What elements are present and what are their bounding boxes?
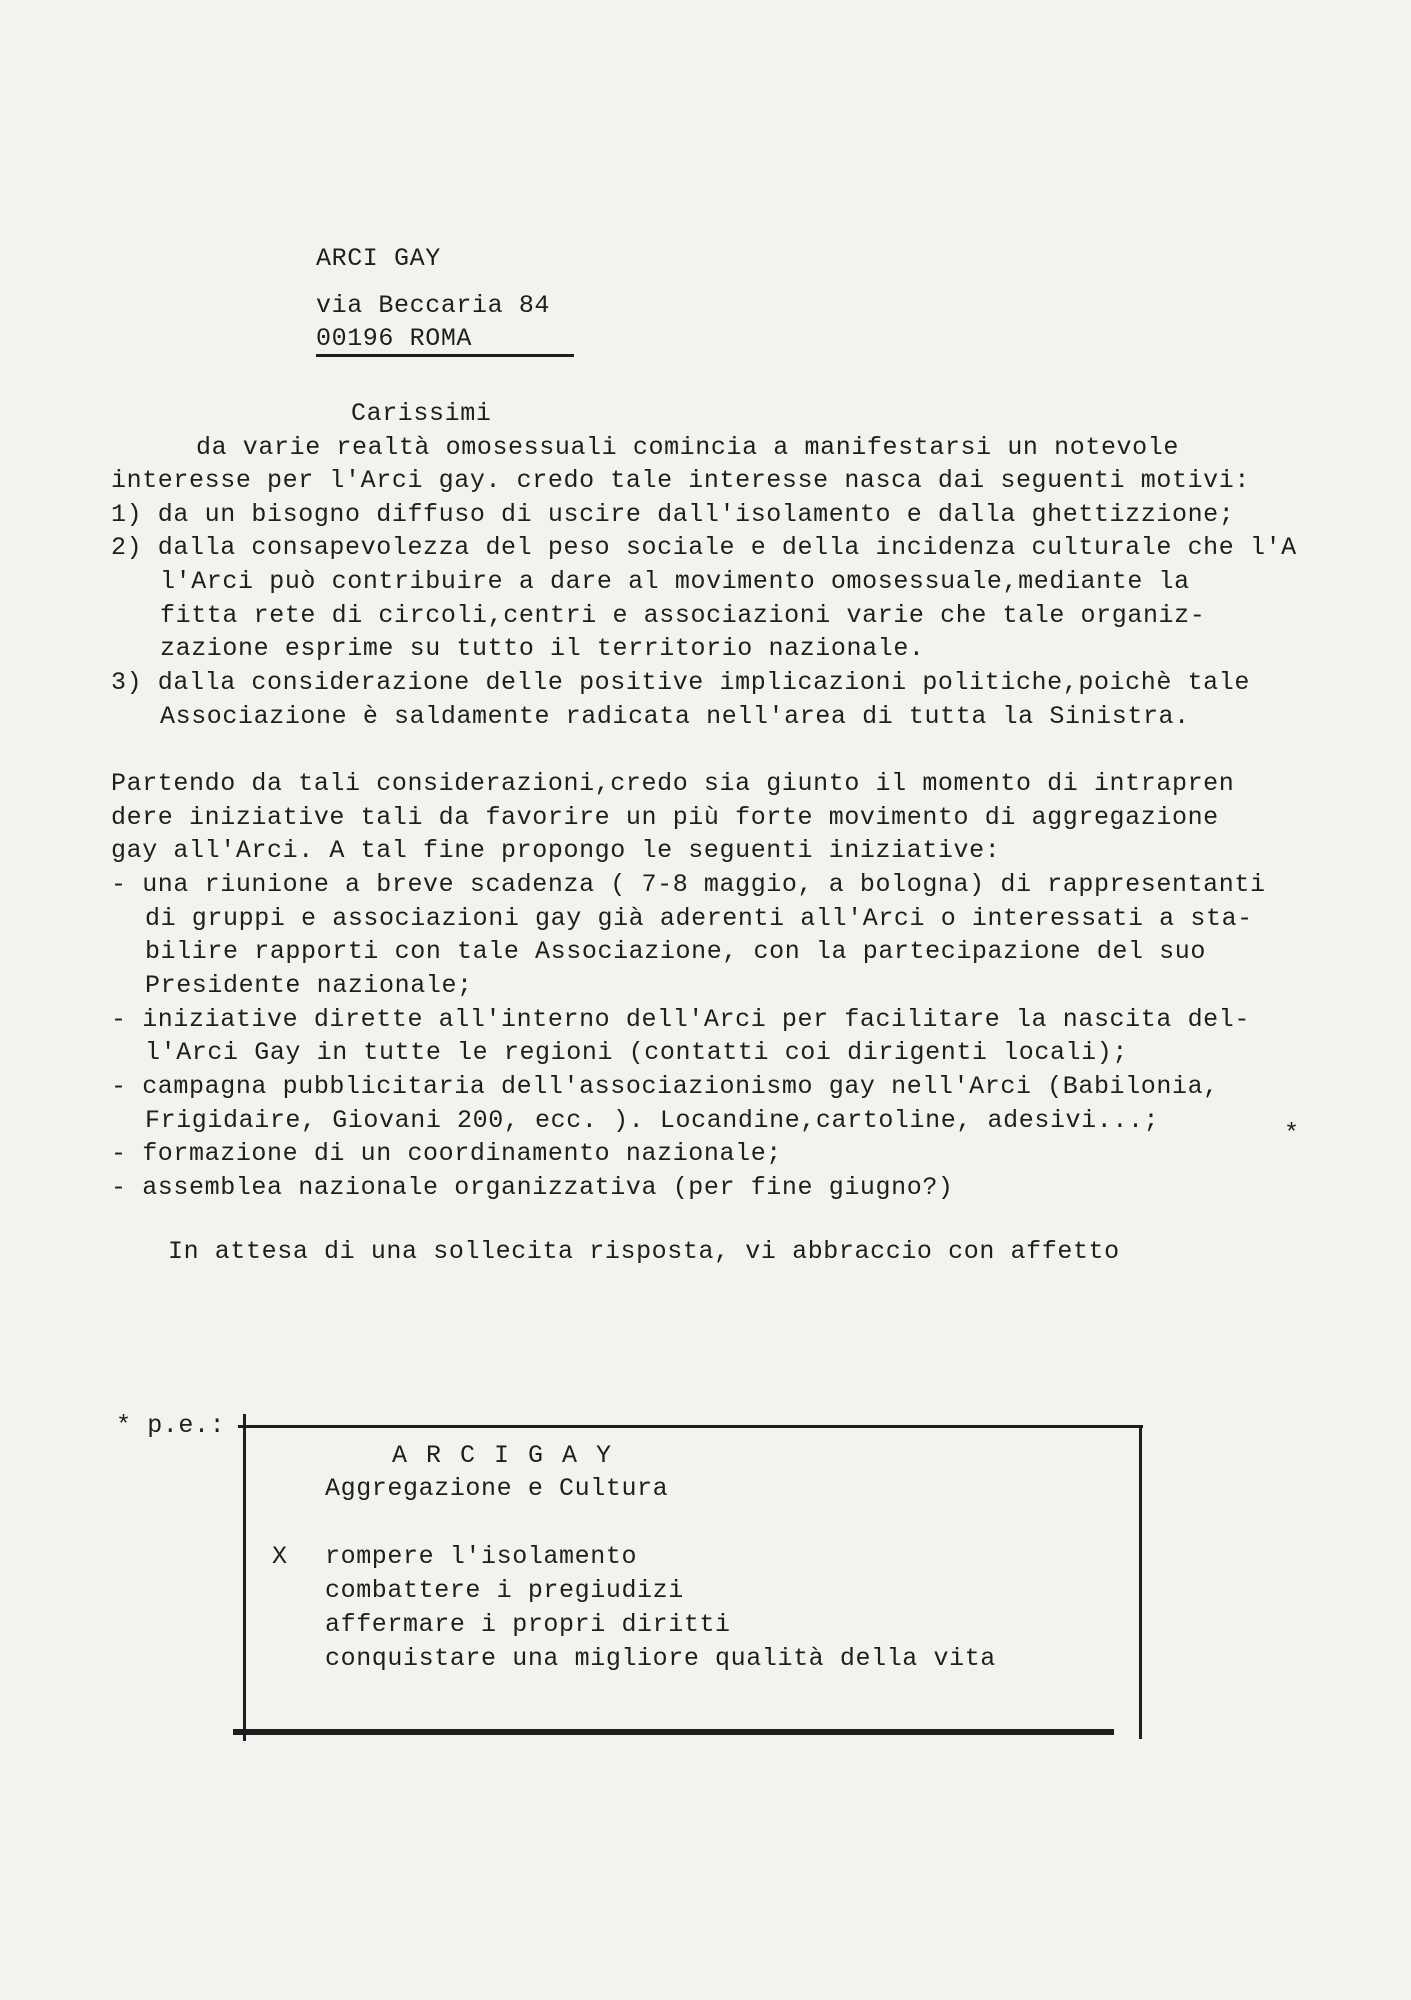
box-item: rompere l'isolamento	[325, 1542, 638, 1571]
header-city: 00196 ROMA	[316, 324, 473, 353]
body-line: 1) da un bisogno diffuso di uscire dall'isolamento e dalla ghettizzione;	[111, 500, 1235, 529]
body-line: - una riunione a breve scadenza ( 7-8 maggio, a bologna) di rappresentanti	[111, 870, 1266, 899]
body-line: 3) dalla considerazione delle positive implicazioni politiche,poichè tale	[111, 668, 1250, 697]
address-underline	[316, 354, 574, 357]
box-border-bottom	[233, 1729, 1114, 1735]
body-line: gay all'Arci. A tal fine propongo le seguenti iniziative:	[111, 836, 1001, 865]
body-line: fitta rete di circoli,centri e associazioni varie che tale organiz-	[160, 601, 1206, 630]
box-border-top	[238, 1425, 1143, 1428]
body-line: - iniziative dirette all'interno dell'Arci per facilitare la nascita del-	[111, 1005, 1250, 1034]
footnote-marker: * p.e.:	[116, 1411, 226, 1440]
body-line: bilire rapporti con tale Associazione, con la partecipazione del suo	[145, 937, 1206, 966]
box-title: A R C I G A Y	[392, 1441, 614, 1470]
body-line: l'Arci può contribuire a dare al movimento omosessuale,mediante la	[160, 567, 1190, 596]
body-line: Associazione è saldamente radicata nell'area di tutta la Sinistra.	[160, 702, 1190, 731]
header-org: ARCI GAY	[316, 244, 441, 273]
body-line: Partendo da tali considerazioni,credo sia giunto il momento di intrapren	[111, 769, 1235, 798]
body-line: dere iniziative tali da favorire un più forte movimento di aggregazione	[111, 803, 1219, 832]
box-item: combattere i pregiudizi	[325, 1576, 684, 1605]
box-item: conquistare una migliore qualità della vita	[325, 1644, 996, 1673]
body-line: Presidente nazionale;	[145, 971, 473, 1000]
body-line: 2) dalla consapevolezza del peso sociale e della incidenza culturale che l'A	[111, 533, 1297, 562]
box-border-right	[1139, 1425, 1142, 1739]
box-subtitle: Aggregazione e Cultura	[325, 1474, 669, 1503]
closing-line: In attesa di una sollecita risposta, vi abbraccio con affetto	[168, 1237, 1120, 1266]
body-line: zazione esprime su tutto il territorio nazionale.	[160, 634, 925, 663]
body-line: l'Arci Gay in tutte le regioni (contatti coi dirigenti locali);	[145, 1038, 1128, 1067]
salutation: Carissimi	[351, 399, 492, 428]
box-item: affermare i propri diritti	[325, 1610, 731, 1639]
box-border-left	[243, 1414, 246, 1741]
header-street: via Beccaria 84	[316, 291, 551, 320]
body-line: di gruppi e associazioni gay già aderenti all'Arci o interessati a sta-	[145, 904, 1253, 933]
body-line: da varie realtà omosessuali comincia a manifestarsi un notevole	[196, 433, 1179, 462]
body-line: - assemblea nazionale organizzativa (per fine giugno?)	[111, 1173, 954, 1202]
body-line: interesse per l'Arci gay. credo tale interesse nasca dai seguenti motivi:	[111, 466, 1250, 495]
body-line: - campagna pubblicitaria dell'associazionismo gay nell'Arci (Babilonia,	[111, 1072, 1219, 1101]
box-bullet: X	[272, 1542, 288, 1571]
asterisk-mark: *	[1284, 1119, 1300, 1148]
body-line: - formazione di un coordinamento nazionale;	[111, 1139, 782, 1168]
body-line: Frigidaire, Giovani 200, ecc. ). Locandine,cartoline, adesivi...;	[145, 1106, 1160, 1135]
